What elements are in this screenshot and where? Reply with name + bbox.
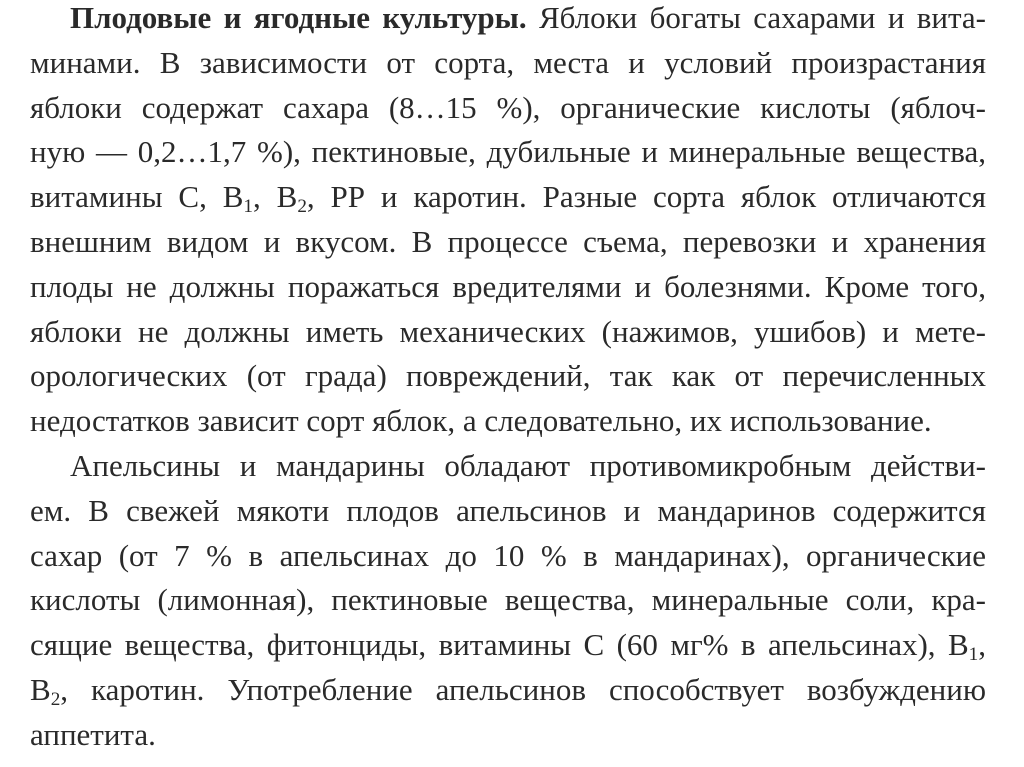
text-line: ем. В свежей мякоти плодов апельсинов и мандаринов содержится [30, 492, 986, 528]
paragraph-fruit-berry-crops [30, 0, 986, 444]
document-page [30, 0, 986, 767]
text-line: Плодовые и ягодные культуры. Яблоки богаты сахарами и вита- [70, 0, 986, 35]
text-line: Апельсины и мандарины обладают противомикробным действи- [70, 447, 986, 483]
text-line: сахар (от 7 % в апельсинах до 10 % в мандаринах), органические [30, 537, 986, 573]
text-line: ную — 0,2…1,7 %), пектиновые, дубильные и минеральные вещества, [30, 134, 986, 170]
text-line: минами. В зависимости от сорта, места и условий произрастания [30, 44, 986, 80]
section-lead-heading: Плодовые и ягодные культуры. [70, 0, 527, 35]
text-line: $В_2$, каротин. Употребление апельсинов способствует возбуждению [30, 671, 986, 710]
text-line: недостатков зависит сорт яблок, а следовательно, их использование. [30, 403, 932, 439]
paragraph-citrus [30, 444, 986, 758]
text-line: кислоты (лимонная), пектиновые вещества, минеральные соли, кра- [30, 582, 986, 618]
text-line: сящие вещества, фитонциды, витамины С (60 мг% в апельсинах), $В_1$, [30, 627, 986, 665]
text-line: аппетита. [30, 716, 156, 752]
text-line: витамины С, $В_1$, $В_2$, РР и каротин. Разные сорта яблок отличаются [30, 179, 986, 217]
text-line: плоды не должны поражаться вредителями и болезнями. Кроме того, [30, 268, 986, 304]
text-line: яблоки содержат сахара (8…15 %), органические кислоты (яблоч- [30, 89, 986, 125]
text-line: внешним видом и вкусом. В процессе съема, перевозки и хранения [30, 223, 986, 259]
text-line: яблоки не должны иметь механических (нажимов, ушибов) и мете- [30, 313, 986, 349]
text-line: орологических (от града) повреждений, так как от перечисленных [30, 358, 986, 394]
